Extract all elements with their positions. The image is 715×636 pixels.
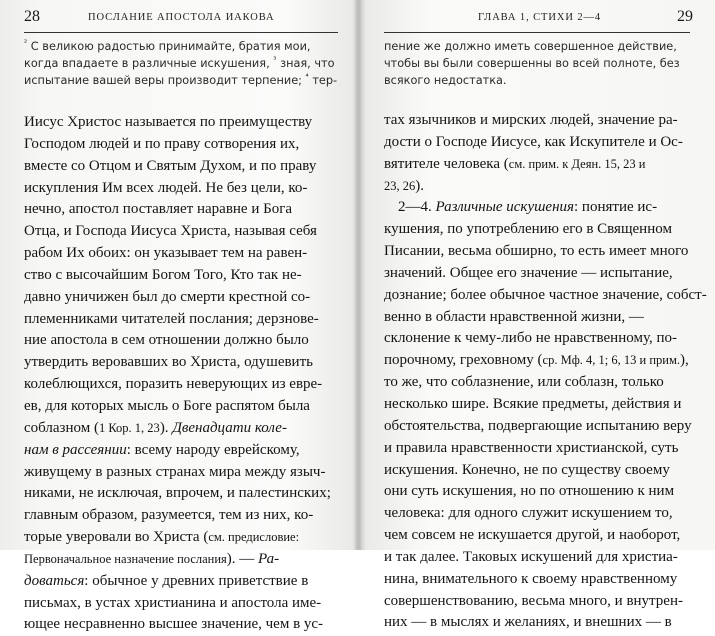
text-segment: порочному, греховному ( xyxy=(384,352,543,369)
text-segment: зная, что xyxy=(276,56,335,70)
text-segment: письмах, в устах христианина и апостола име- xyxy=(24,594,322,611)
text-line xyxy=(24,178,340,200)
right-running-title: ГЛАВА 1, СТИХИ 2—4 xyxy=(478,12,602,23)
text-segment: нам в рассеянии xyxy=(24,441,127,458)
text-segment: чем совсем не искушается другой, и наоборот, xyxy=(384,527,681,544)
text-line xyxy=(384,503,690,525)
text-segment: всякого недостатка. xyxy=(384,73,507,87)
text-segment: главным образом, разумеется, тем из них, ко- xyxy=(24,507,314,524)
text-segment: ), xyxy=(680,352,689,369)
text-segment: когда впадаете в различные искушения, xyxy=(24,56,274,70)
text-segment: вятителе человека ( xyxy=(384,155,509,172)
left-header-rule xyxy=(24,32,338,33)
text-line xyxy=(24,330,340,352)
text-line xyxy=(384,241,690,263)
text-segment: тах язычников и мирских людей, значение ра- xyxy=(384,112,678,128)
text-line xyxy=(384,591,690,613)
text-line xyxy=(24,309,340,331)
text-line xyxy=(384,39,690,56)
text-segment: совершенствованию, весьма много, и внутрен- xyxy=(384,592,683,609)
text-segment: 2—4. xyxy=(398,199,436,216)
text-line xyxy=(384,328,690,350)
text-segment: нечно, апостол поставляет наравне и Бога xyxy=(24,201,293,218)
right-header-rule xyxy=(384,32,690,33)
text-line xyxy=(384,154,690,176)
text-segment: ев, для которых мысль о Боге распятом была xyxy=(24,397,310,414)
book-gutter xyxy=(352,0,366,550)
text-segment: обстоятельства, подвергающие испытанию веру xyxy=(384,417,692,434)
text-line xyxy=(384,525,690,547)
text-line xyxy=(24,56,340,73)
text-line xyxy=(384,547,690,569)
text-line xyxy=(384,56,690,73)
text-segment: пение же должно иметь совершенное действие, xyxy=(384,40,677,53)
text-line xyxy=(24,462,340,484)
text-segment: С великою радостью принимайте, братия мои, xyxy=(27,40,311,53)
left-page-number: 28 xyxy=(24,8,40,25)
left-commentary-text xyxy=(24,112,340,636)
text-segment: ). xyxy=(159,419,173,436)
text-line xyxy=(24,483,340,505)
text-line xyxy=(384,197,690,219)
text-segment: 1 Кор. 1, 23 xyxy=(98,420,160,435)
text-segment: дознание; более обычное частное значение, собст- xyxy=(384,286,707,303)
text-line xyxy=(384,394,690,416)
text-line xyxy=(384,263,690,285)
verse-number: ² xyxy=(24,38,28,48)
text-line xyxy=(24,73,340,90)
text-segment: то же, что соблазнение, или соблазн, только xyxy=(384,374,664,391)
text-segment: Писании, весьма обширно, то есть имеет много xyxy=(384,243,689,260)
text-segment: ). — xyxy=(226,550,259,567)
right-page-header xyxy=(366,6,715,36)
text-segment: Господом людей и по праву сотворения их, xyxy=(24,135,300,152)
text-segment: венно в области нравственной жизни, — xyxy=(384,308,644,325)
text-segment: торые уверовали во Христа ( xyxy=(24,529,209,546)
text-segment: см. предисловие: xyxy=(208,530,300,545)
text-segment: несколько шире. Всякие предметы, действия и xyxy=(384,395,682,412)
text-line xyxy=(384,481,690,503)
text-line xyxy=(384,438,690,460)
text-line xyxy=(24,287,340,309)
text-line xyxy=(24,243,340,265)
text-segment: испытание вашей веры производит терпение; xyxy=(24,73,306,87)
text-segment: кушения, по употреблению его в Священном xyxy=(384,221,672,238)
text-segment: значений. Общее его значение — испытание, xyxy=(384,264,673,281)
text-line xyxy=(384,73,690,90)
text-segment: вместе со Отцом и Святым Духом, и по праву xyxy=(24,157,317,174)
text-segment: и правила нравственности христианской, суть xyxy=(384,439,679,456)
text-segment: живущему в разных странах мира между языч- xyxy=(24,463,326,480)
right-page-number: 29 xyxy=(677,8,693,25)
text-segment: давно уничижен был до смерти крестной со- xyxy=(24,288,311,305)
text-segment: Отца, и Господа Иисуса Христа, называя себя xyxy=(24,223,317,240)
text-segment: нина, внимательного к своему нравственному xyxy=(384,570,678,587)
text-segment: дости о Господе Иисусе, как Искупителе и Ос- xyxy=(384,133,683,150)
text-segment: рабом Их обоих: он указывает тем на равен- xyxy=(24,245,308,262)
right-verse-text xyxy=(384,39,690,89)
text-line xyxy=(384,569,690,591)
text-line xyxy=(24,156,340,178)
text-segment: доваться xyxy=(24,572,85,589)
text-segment: склонение к чему-либо не нравственному, по- xyxy=(384,330,677,347)
text-line xyxy=(24,527,340,549)
text-segment: Двенадцати коле- xyxy=(172,419,287,436)
text-segment: утвердить веровавших во Христа, одушевить xyxy=(24,354,313,371)
text-line xyxy=(384,132,690,154)
text-line xyxy=(24,418,340,440)
text-line xyxy=(384,285,707,307)
text-segment: ние апостола в сем отношении должно было xyxy=(24,332,309,349)
text-line xyxy=(384,350,690,372)
text-segment: них — в мыслях и желаниях, и внешних — в xyxy=(384,614,672,631)
text-line xyxy=(24,374,340,396)
text-line xyxy=(24,199,340,221)
text-segment: искушения. Конечно, не по существу своему xyxy=(384,461,670,478)
right-commentary-text xyxy=(384,110,707,634)
text-line xyxy=(24,571,340,593)
text-line xyxy=(24,134,340,156)
text-segment: они суть искушения, но по отношению к ним xyxy=(384,483,675,500)
text-segment: Различные искушения xyxy=(435,199,575,216)
text-line xyxy=(384,307,690,329)
text-line xyxy=(24,396,340,418)
verse-number: ⁴ xyxy=(305,71,309,81)
text-segment: : понятие ис- xyxy=(574,199,658,216)
text-line xyxy=(384,460,690,482)
text-segment: колеблющихся, поразить неверующих из евре- xyxy=(24,376,323,393)
text-segment: : обычное у древних приветствие в xyxy=(84,572,309,589)
text-segment: и так далее. Таковых искушений для христиа- xyxy=(384,548,678,565)
text-segment: см. прим. к Деян. 15, 23 и xyxy=(508,156,646,171)
text-segment: соблазном ( xyxy=(24,419,99,436)
text-segment: ср. Мф. 4, 1; 6, 13 и прим. xyxy=(542,353,680,368)
verse-number: ³ xyxy=(273,55,277,65)
text-line xyxy=(384,372,690,394)
text-segment: Первоначальное назначение послания xyxy=(24,551,227,566)
text-line xyxy=(24,112,340,134)
text-segment: человека: для одного служит искушением то, xyxy=(384,505,673,522)
text-segment: искупления Им всех людей. Не без цели, ко- xyxy=(24,179,308,196)
text-line xyxy=(24,352,340,374)
text-line xyxy=(384,416,690,438)
text-segment: ство с высочайшим Богом Того, Кто так не- xyxy=(24,266,302,283)
text-line xyxy=(384,219,690,241)
text-line xyxy=(24,505,340,527)
left-page-header xyxy=(0,6,352,36)
text-line xyxy=(384,110,690,132)
text-line xyxy=(24,614,340,636)
right-page xyxy=(366,0,715,631)
text-line xyxy=(384,176,690,198)
text-segment: тер- xyxy=(308,73,338,87)
text-segment: Иисус Христос называется по преимуществу xyxy=(24,114,313,130)
left-running-title: ПОСЛАНИЕ АПОСТОЛА ИАКОВА xyxy=(88,12,275,23)
text-line xyxy=(24,265,340,287)
text-segment: чтобы вы были совершенны во всей полноте, без xyxy=(384,56,680,70)
left-page xyxy=(0,0,352,633)
text-segment: 23, 26 xyxy=(384,178,416,193)
text-line xyxy=(24,593,340,615)
text-line xyxy=(384,612,690,634)
text-segment: Ра- xyxy=(258,550,280,567)
text-line xyxy=(24,549,340,571)
text-segment: племенниками читателей послания; дерзнове- xyxy=(24,310,319,327)
text-segment: ющее несравненно высшее значение, чем в ус- xyxy=(24,616,324,633)
left-verse-text xyxy=(24,39,340,89)
text-segment: ). xyxy=(415,177,424,194)
text-line xyxy=(24,440,340,462)
text-line xyxy=(24,221,340,243)
text-segment: никами, не исключая, впрочем, и палестинских; xyxy=(24,485,331,502)
text-line xyxy=(24,39,340,56)
text-segment: : всему народу еврейскому, xyxy=(126,441,300,458)
